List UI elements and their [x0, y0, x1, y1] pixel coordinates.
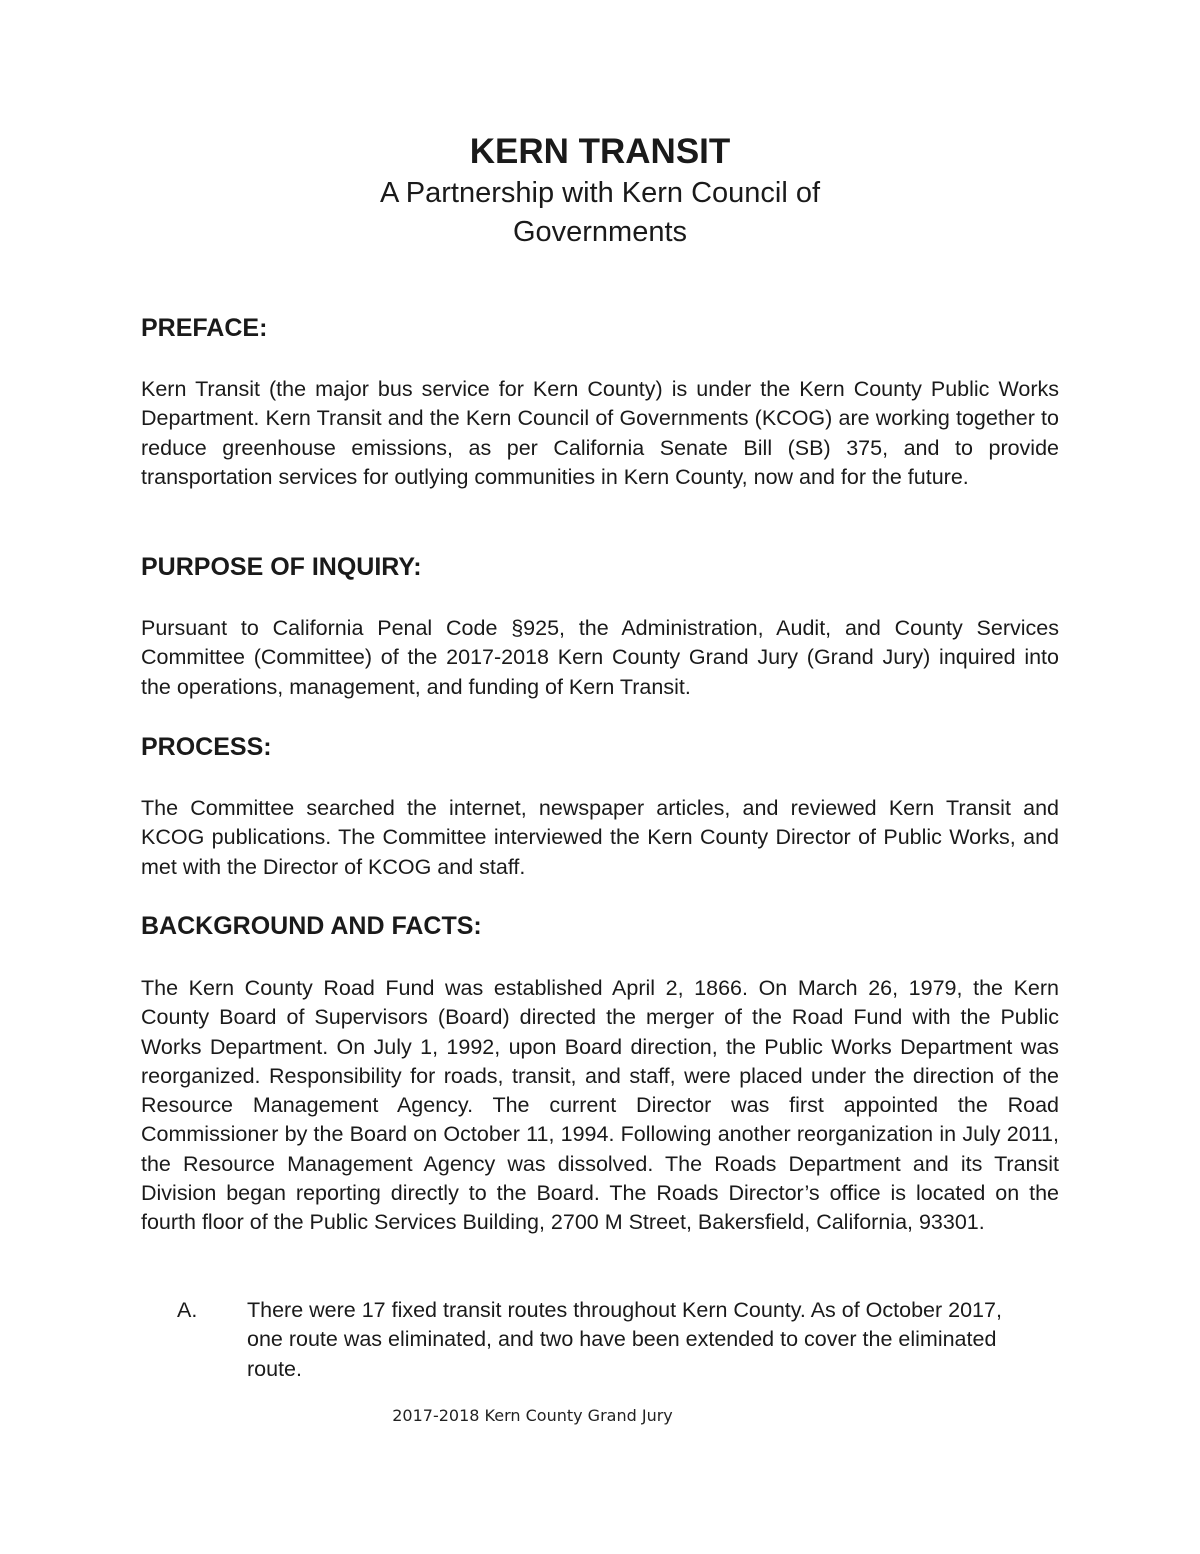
- process-paragraph: The Committee searched the internet, newspaper articles, and reviewed Kern Transit and KCOG publications. The Committee interviewed the Kern County Director of Public Works, and met with the Director of KCOG and staff.: [141, 796, 1059, 879]
- document-subtitle: A Partnership with Kern Council of Governments: [379, 177, 821, 248]
- page-footer: 2017-2018 Kern County Grand Jury: [392, 1406, 673, 1425]
- list-item-marker: A.: [177, 1298, 198, 1322]
- document-title: KERN TRANSIT: [469, 132, 731, 171]
- purpose-heading: PURPOSE OF INQUIRY:: [141, 553, 422, 581]
- document-header: [0, 130, 1200, 252]
- preface-heading: PREFACE:: [141, 314, 268, 342]
- purpose-paragraph: Pursuant to California Penal Code §925, the Administration, Audit, and County Services Committee (Committee) of the 2017-2018 Kern County Grand Jury (Grand Jury) inquired into the operations, management, and funding of Kern Transit.: [141, 616, 1059, 699]
- background-heading: BACKGROUND AND FACTS:: [141, 912, 482, 940]
- preface-paragraph: Kern Transit (the major bus service for Kern County) is under the Kern County Public Works Department. Kern Transit and the Kern Council of Governments (KCOG) are working together to reduce greenhouse emissions, as per California Senate Bill (SB) 375, and to provide transportation services for outlying communities in Kern County, now and for the future.: [141, 377, 1059, 489]
- list-item: [177, 1296, 1037, 1384]
- background-paragraph: The Kern County Road Fund was established April 2, 1866. On March 26, 1979, the Kern County Board of Supervisors (Board) directed the merger of the Road Fund with the Public Works Department. On July 1, 1992, upon Board direction, the Public Works Department was reorganized. Responsibility for roads, transit, and staff, were placed under the direction of the Resource Management Agency. The current Director was first appointed the Road Commissioner by the Board on October 11, 1994. Following another reorganization in July 2011, the Resource Management Agency was dissolved. The Roads Department and its Transit Division began reporting directly to the Board. The Roads Director’s office is located on the fourth floor of the Public Services Building, 2700 M Street, Bakersfield, California, 93301.: [141, 976, 1059, 1235]
- list-item-text: There were 17 fixed transit routes throughout Kern County. As of October 2017, one route was eliminated, and two have been extended to cover the eliminated route.: [247, 1298, 1002, 1381]
- process-heading: PROCESS:: [141, 733, 272, 761]
